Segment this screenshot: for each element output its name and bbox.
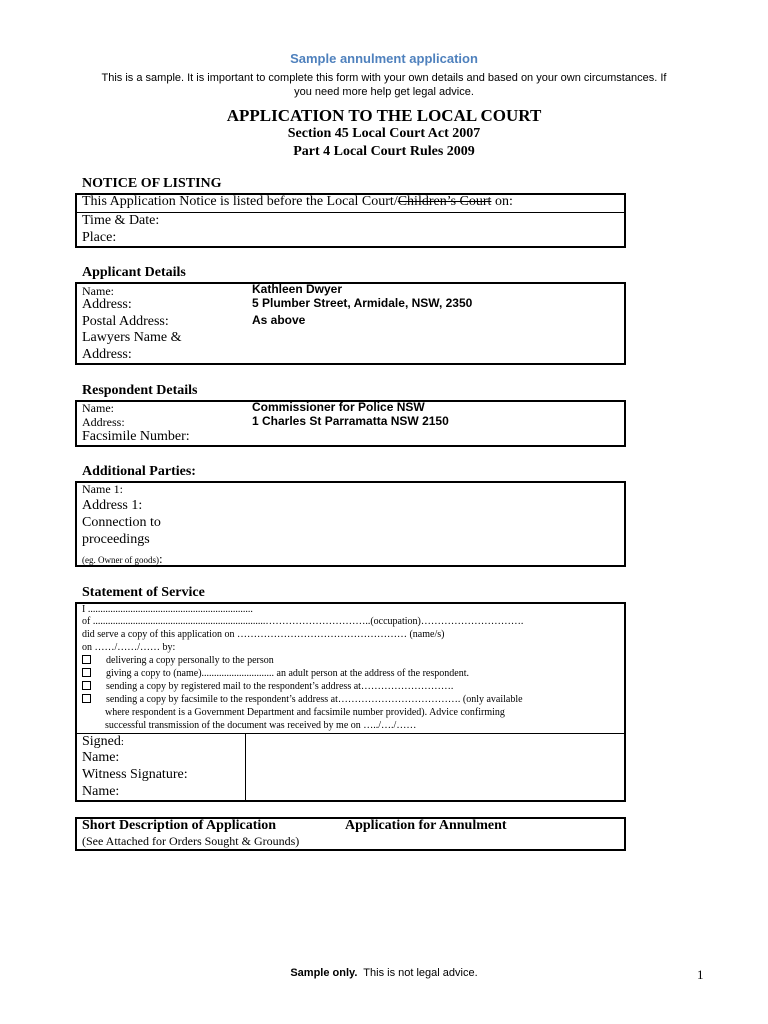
service-option-label: delivering a copy personally to the person xyxy=(106,655,274,666)
checkbox-icon[interactable] xyxy=(82,655,91,664)
notice-place-label: Place: xyxy=(82,230,117,245)
additional-connection-1: Connection to xyxy=(82,515,161,530)
service-witness-label: Witness Signature: xyxy=(82,767,188,782)
applicant-address-value: 5 Plumber Street, Armidale, NSW, 2350 xyxy=(252,296,473,310)
respondent-address-value: 1 Charles St Parramatta NSW 2150 xyxy=(252,414,449,428)
footer-disclaimer xyxy=(0,967,768,979)
respondent-fax-label: Facsimile Number: xyxy=(82,429,190,444)
notice-heading: NOTICE OF LISTING xyxy=(82,176,222,191)
description-note: (See Attached for Orders Sought & Grounds) xyxy=(82,834,300,848)
notice-time-label: Time & Date: xyxy=(82,213,160,228)
service-line-i: I .................................................................. xyxy=(82,604,253,615)
respondent-name-label: Name: xyxy=(82,401,114,415)
notice-listed-before: This Application Notice is listed before the Local Court/ xyxy=(82,194,398,209)
respondent-name-value: Commissioner for Police NSW xyxy=(252,400,425,414)
service-line-on: on ……/……/…… by: xyxy=(82,642,176,653)
additional-connection-2: proceedings xyxy=(82,532,150,547)
service-option-label: sending a copy by registered mail to the respondent’s address at………………………. xyxy=(106,681,454,692)
description-value: Application for Annulment xyxy=(345,818,507,833)
description-label: Short Description of Application xyxy=(82,818,277,833)
notice-listed-text xyxy=(82,194,513,210)
applicant-postal-value: As above xyxy=(252,313,306,327)
service-line-served: did serve a copy of this application on …………………………………………… (name/s) xyxy=(82,629,445,640)
intro-line-2: you need more help get legal advice. xyxy=(294,86,474,98)
applicant-heading: Applicant Details xyxy=(82,265,186,280)
checkbox-icon[interactable] xyxy=(82,694,91,703)
additional-name-label: Name 1: xyxy=(82,482,123,496)
form-subtitle-act: Section 45 Local Court Act 2007 xyxy=(287,126,481,141)
form-title: APPLICATION TO THE LOCAL COURT xyxy=(226,106,542,125)
additional-example xyxy=(82,551,163,567)
sample-title: Sample annulment application xyxy=(290,51,478,66)
applicant-address-label: Address: xyxy=(82,297,132,312)
service-name-label: Name: xyxy=(82,750,120,765)
service-option-fax[interactable] xyxy=(82,694,523,705)
service-option-fax-cont-2: successful transmission of the document was received by me on …../…./…… xyxy=(105,720,417,731)
applicant-lawyer-label-2: Address: xyxy=(82,347,132,362)
page-number: 1 xyxy=(697,967,704,982)
notice-struck-court: Children’s Court xyxy=(397,194,492,209)
service-signed-colon: : xyxy=(120,736,124,748)
service-option-label: giving a copy to (name)............................. an adult person at the address of the respondent. xyxy=(106,668,469,679)
applicant-name-label: Name: xyxy=(82,284,114,298)
respondent-address-label: Address: xyxy=(82,415,125,429)
service-line-of: of .....................................................................…………………………..(occupation)…………………………. xyxy=(82,616,524,627)
additional-heading: Additional Parties: xyxy=(82,464,196,479)
additional-address-label: Address 1: xyxy=(82,498,143,513)
additional-example-text: (eg. Owner of goods) xyxy=(82,555,159,565)
service-signed-label xyxy=(82,734,124,750)
service-signed-text: Signed xyxy=(82,734,121,749)
form-subtitle-rules: Part 4 Local Court Rules 2009 xyxy=(293,144,475,159)
applicant-name-value: Kathleen Dwyer xyxy=(252,282,343,296)
service-name2-label: Name: xyxy=(82,784,120,799)
service-option-fax-cont-1: where respondent is a Government Department and facsimile number provided). Advice confirming xyxy=(105,707,505,718)
footer-sample-rest: This is not legal advice. xyxy=(357,967,478,979)
footer-sample-bold: Sample only. xyxy=(290,967,358,979)
intro-line-1: This is a sample. It is important to complete this form with your own details and based on your own circumstances. If xyxy=(101,72,667,84)
notice-on: on: xyxy=(491,194,513,209)
service-option-label: sending a copy by facsimile to the respondent’s address at………………………………. (only available xyxy=(106,694,523,705)
checkbox-icon[interactable] xyxy=(82,668,91,677)
additional-example-colon: : xyxy=(158,551,163,566)
respondent-heading: Respondent Details xyxy=(82,383,198,398)
applicant-lawyer-label-1: Lawyers Name & xyxy=(82,330,182,345)
service-option-mail[interactable] xyxy=(82,681,453,692)
service-option-adult[interactable] xyxy=(82,668,469,679)
applicant-postal-label: Postal Address: xyxy=(82,314,169,329)
checkbox-icon[interactable] xyxy=(82,681,91,690)
service-heading: Statement of Service xyxy=(82,585,205,600)
service-option-personal[interactable] xyxy=(82,655,274,666)
